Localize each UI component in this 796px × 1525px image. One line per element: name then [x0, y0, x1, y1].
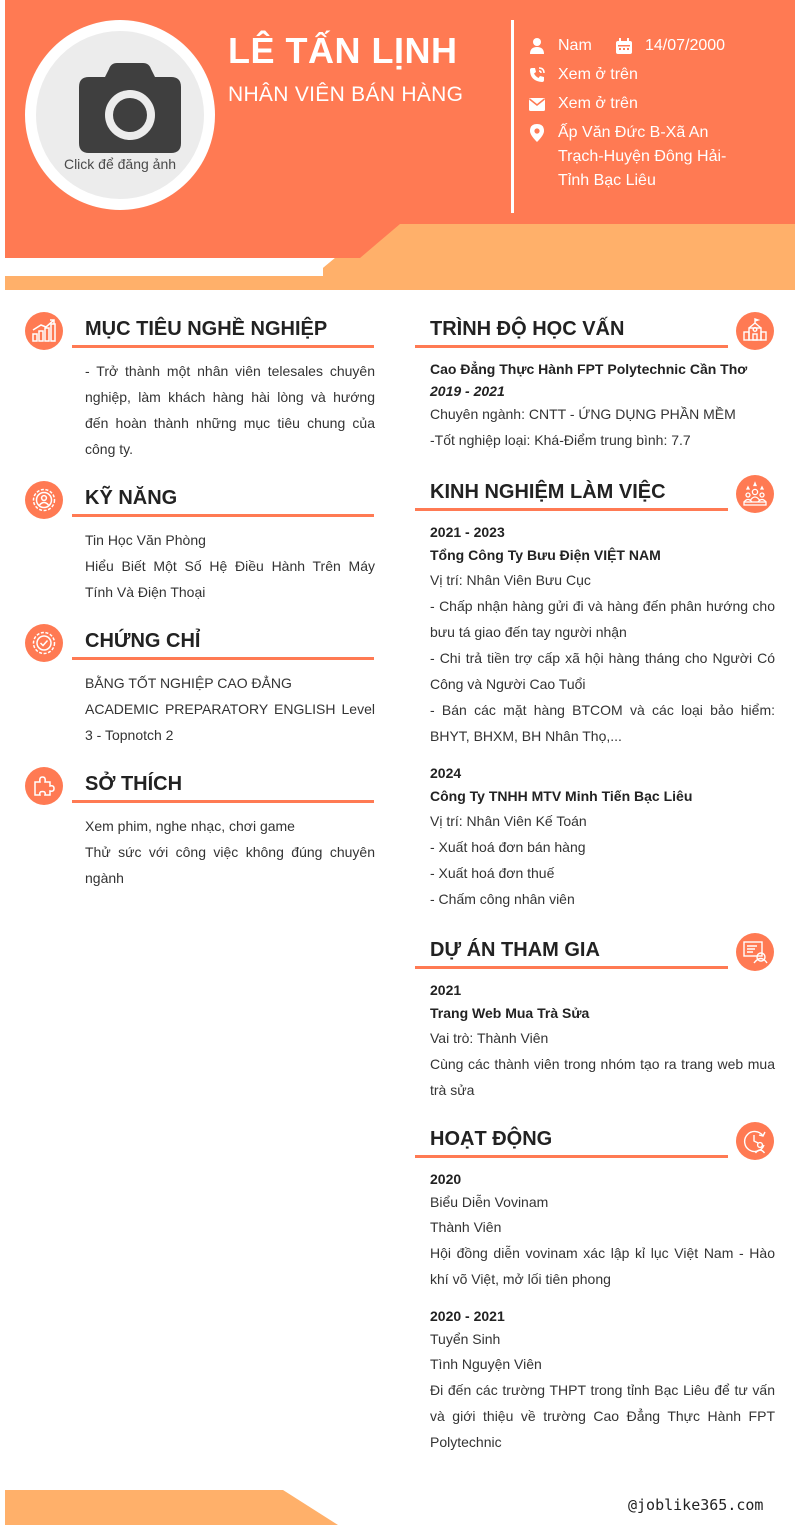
phone-value: Xem ở trên — [558, 66, 638, 83]
gender-value: Nam — [558, 37, 592, 54]
calendar-icon — [615, 34, 633, 58]
projects-body — [430, 969, 775, 1103]
hobby-item: Xem phim, nghe nhạc, chơi game — [85, 818, 295, 834]
skill-item: Hiểu Biết Một Số Hệ Điều Hành Trên Máy Tính Và Điện Thoại — [85, 558, 375, 600]
info-address — [528, 121, 743, 193]
school-icon — [736, 312, 774, 350]
section-education — [415, 312, 775, 453]
header — [5, 0, 795, 290]
experience-company: Tổng Công Ty Bưu Điện VIỆT NAM — [430, 547, 661, 563]
project-role: Vai trò: Thành Viên — [430, 1030, 549, 1046]
activities-title: HOẠT ĐỘNG — [430, 1128, 553, 1150]
certificates-underline — [72, 657, 374, 660]
activity-role: Tình Nguyện Viên — [430, 1356, 542, 1372]
gear-person-icon — [25, 481, 63, 519]
hobbies-title: SỞ THÍCH — [85, 773, 183, 795]
activities-body — [430, 1158, 775, 1455]
section-projects — [415, 933, 775, 1103]
objective-title: MỤC TIÊU NGHỀ NGHIỆP — [85, 318, 328, 340]
project-name: Trang Web Mua Trà Sửa — [430, 1005, 590, 1021]
projects-title: DỰ ÁN THAM GIA — [430, 939, 600, 961]
hobby-item: Thử sức với công việc không đúng chuyên ngành — [85, 844, 375, 886]
experience-position: Vị trí: Nhân Viên Bưu Cục — [430, 572, 591, 588]
location-pin-icon — [528, 121, 546, 145]
experience-detail: - Xuất hoá đơn thuế — [430, 865, 555, 881]
activity-entry — [430, 1168, 775, 1292]
section-hobbies — [25, 767, 375, 891]
avatar-upload[interactable] — [25, 20, 215, 210]
skill-item: Tin Học Văn Phòng — [85, 532, 206, 548]
experience-title: KINH NGHIỆM LÀM VIỆC — [430, 481, 666, 503]
skills-list — [85, 517, 375, 605]
email-value: Xem ở trên — [558, 95, 638, 112]
experience-position: Vị trí: Nhân Viên Kế Toán — [430, 813, 587, 829]
education-body — [430, 348, 775, 453]
experience-entry — [430, 521, 775, 749]
experience-body — [430, 511, 775, 912]
avatar-upload-label: Click để đăng ảnh — [63, 156, 177, 172]
experience-entry — [430, 762, 775, 912]
certificate-item: ACADEMIC PREPARATORY ENGLISH Level 3 - Topnotch 2 — [85, 701, 375, 743]
info-email — [528, 92, 788, 116]
chart-growth-icon — [25, 312, 63, 350]
experience-company: Công Ty TNHH MTV Minh Tiến Bạc Liêu — [430, 788, 693, 804]
team-stars-icon — [736, 475, 774, 513]
activity-period: 2020 - 2021 — [430, 1308, 505, 1324]
section-activities — [415, 1122, 775, 1455]
activity-name: Biểu Diễn Vovinam — [430, 1194, 549, 1210]
section-certificates — [25, 624, 375, 748]
hobbies-list — [85, 803, 375, 891]
candidate-name: LÊ TẤN LỊNH — [228, 30, 458, 71]
school-name: Cao Đẳng Thực Hành FPT Polytechnic Cần Thơ — [430, 361, 748, 377]
info-gender-birthdate — [528, 34, 788, 58]
experience-detail: - Chấp nhận hàng gửi đi và hàng đến phân hướng cho bưu tá giao đến tay người nhận — [430, 598, 775, 640]
section-objective — [25, 312, 375, 462]
education-grade: -Tốt nghiệp loại: Khá-Điểm trung bình: 7.7 — [430, 432, 691, 448]
activity-description: Hội đồng diễn vovinam xác lập kỉ lục Việt Nam - Hào khí võ Việt, mở lối tiên phong — [430, 1245, 775, 1287]
activity-description: Đi đến các trường THPT trong tỉnh Bạc Liêu để tư vấn và giới thiệu về trường Cao Đẳng Thực Hành FPT Polytechnic — [430, 1382, 775, 1450]
project-board-icon — [736, 933, 774, 971]
footer-band-decoration — [5, 1490, 345, 1525]
avatar-placeholder — [36, 31, 204, 199]
education-title: TRÌNH ĐỘ HỌC VẤN — [430, 318, 625, 340]
education-major: Chuyên ngành: CNTT - ỨNG DỤNG PHẦN MỀM — [430, 406, 736, 422]
certificate-badge-icon — [25, 624, 63, 662]
project-entry — [430, 979, 775, 1103]
puzzle-icon — [25, 767, 63, 805]
activity-period: 2020 — [430, 1171, 462, 1187]
activity-role: Thành Viên — [430, 1219, 502, 1235]
experience-period: 2021 - 2023 — [430, 524, 505, 540]
certificates-list — [85, 660, 375, 748]
objective-underline — [72, 345, 374, 348]
experience-underline — [415, 508, 728, 511]
education-underline — [415, 345, 728, 348]
project-period: 2021 — [430, 982, 462, 998]
projects-underline — [415, 966, 728, 969]
objective-text: - Trở thành một nhân viên telesales chuyên nghiệp, làm khách hàng hài lòng và hướng đến hoàn thành những mục tiêu chung của công ty. — [85, 363, 375, 457]
candidate-title: NHÂN VIÊN BÁN HÀNG — [228, 83, 464, 106]
certificate-item: BẰNG TỐT NGHIỆP CAO ĐẲNG — [85, 675, 292, 691]
person-icon — [528, 34, 546, 58]
experience-detail: - Xuất hoá đơn bán hàng — [430, 839, 586, 855]
experience-period: 2024 — [430, 765, 462, 781]
address-value: Ấp Văn Đức B-Xã An Trạch-Huyện Đông Hải-Tỉnh Bạc Liêu — [558, 124, 727, 189]
experience-detail: - Chi trả tiền trợ cấp xã hội hàng tháng cho Người Có Công và Người Cao Tuổi — [430, 650, 775, 692]
header-divider — [511, 20, 514, 213]
skills-underline — [72, 514, 374, 517]
clock-person-icon — [736, 1122, 774, 1160]
envelope-icon — [528, 92, 546, 116]
experience-detail: - Chấm công nhân viên — [430, 891, 575, 907]
experience-detail: - Bán các mặt hàng BTCOM và các loại bảo hiểm: BHYT, BHXM, BH Nhân Thọ,... — [430, 702, 775, 744]
certificates-title: CHỨNG CHỈ — [85, 630, 201, 652]
phone-icon — [528, 63, 546, 87]
camera-icon — [79, 63, 181, 153]
activity-name: Tuyển Sinh — [430, 1331, 501, 1347]
info-phone — [528, 63, 788, 87]
activity-entry — [430, 1305, 775, 1455]
education-period: 2019 - 2021 — [430, 383, 505, 399]
activities-underline — [415, 1155, 728, 1158]
birthdate-value: 14/07/2000 — [645, 37, 726, 54]
section-experience — [415, 475, 775, 912]
footer-brand: @joblike365.com — [628, 1496, 764, 1514]
project-description: Cùng các thành viên trong nhóm tạo ra trang web mua trà sửa — [430, 1056, 775, 1098]
hobbies-underline — [72, 800, 374, 803]
section-skills — [25, 481, 375, 605]
skills-title: KỸ NĂNG — [85, 487, 178, 509]
